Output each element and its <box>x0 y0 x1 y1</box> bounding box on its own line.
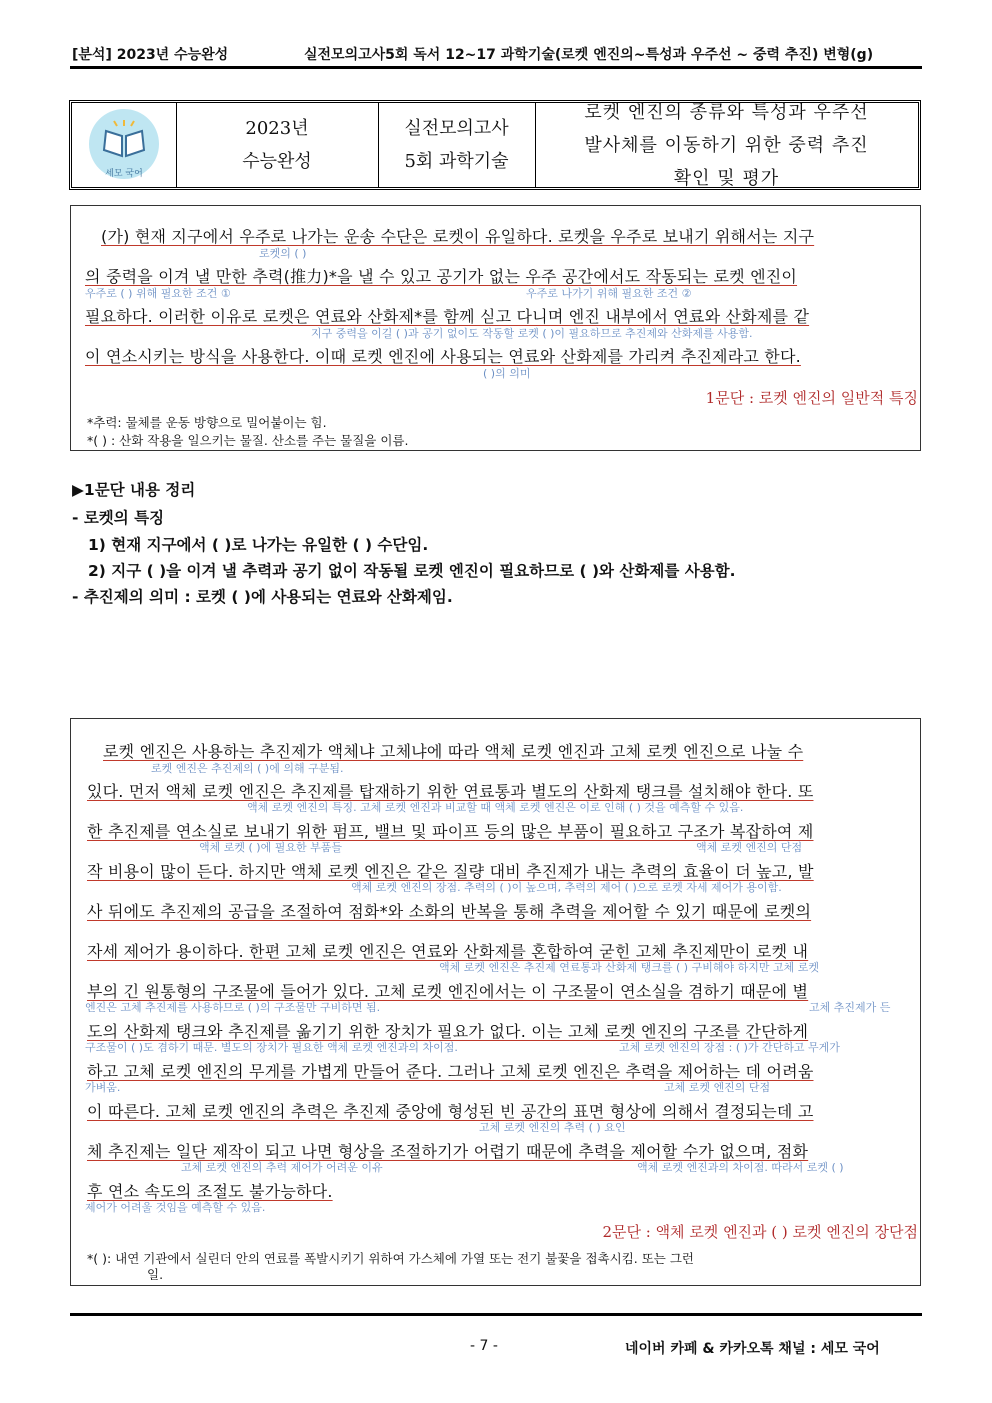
header-rule <box>70 66 922 69</box>
p2-note: 액체 로켓 ( )에 필요한 부품들 <box>199 841 342 854</box>
title-year-line-1: 2023년 <box>245 118 309 139</box>
title-topic <box>535 103 918 187</box>
summary-item: 2) 지구 ( )을 이겨 낼 추력과 공기 없이 작동될 로켓 엔진이 필요하므로 ( )와 산화제를 사용함. <box>88 562 736 580</box>
p1-line: 의 중력을 이겨 낼 만한 추력(推力)*을 낼 수 있고 공기가 없는 우주 공간에서도 작동되는 로켓 엔진이 <box>85 267 798 286</box>
p1-note: 지구 중력을 이길 ( )과 공기 없이도 작동할 로켓 ( )이 필요하므로 추진제와 산화제를 사용함. <box>311 327 753 340</box>
p2-note: 고체 추진제가 든 <box>809 1001 891 1014</box>
passage-1-box <box>70 205 921 451</box>
p2-note: 제어가 어려울 것임을 예측할 수 있음. <box>85 1201 266 1214</box>
p2-line: 하고 고체 로켓 엔진의 무게를 가볍게 만들어 준다. 그러나 고체 로켓 엔진은 추력을 제어하는 데 어려움 <box>87 1062 814 1081</box>
p2-line: 부의 긴 원통형의 구조물에 들어가 있다. 고체 로켓 엔진에서는 이 구조물이 연소실을 겸하기 때문에 별 <box>87 982 809 1001</box>
p2-note: 고체 로켓 엔진의 장점 : ( )가 간단하고 무게가 <box>619 1041 840 1054</box>
header-right: 실전모의고사5회 독서 12~17 과학기술(로켓 엔진의~특성과 우주선 ~ 중력 추진) 변형(g) <box>304 47 874 63</box>
p2-note: 가벼움. <box>85 1081 121 1094</box>
footnote: *( ) : 산화 작용을 일으키는 물질. 산소를 주는 물질을 이름. <box>87 433 409 448</box>
paragraph-1-tag: 1문단 : 로켓 엔진의 일반적 특징 <box>705 389 918 407</box>
footer-channel: 네이버 카페 & 카카오톡 채널 : 세모 국어 <box>625 1341 880 1357</box>
title-box <box>69 100 921 190</box>
p2-note: 액체 로켓 엔진의 단점 <box>696 841 803 854</box>
header-left: [분석] 2023년 수능완성 <box>72 47 229 63</box>
p2-note: 고체 로켓 엔진의 추력 제어가 어려운 이유 <box>181 1161 383 1174</box>
p2-note: 로켓 엔진은 추진제의 ( )에 의해 구분됨. <box>151 762 344 775</box>
p2-note: 엔진은 고체 추진제를 사용하므로 ( )의 구조물만 구비하면 됨. <box>85 1001 381 1014</box>
p1-line: 필요하다. 이러한 이유로 로켓은 연료와 산화제*를 함께 싣고 다니며 엔진 내부에서 연료와 산화제를 같 <box>85 307 810 326</box>
title-year-line-2: 수능완성 <box>242 151 312 172</box>
p2-note: 액체 로켓 엔진은 추진제 연료통과 산화제 탱크를 ( ) 구비해야 하지만 고체 로켓 <box>439 961 819 974</box>
p2-line: 작 비용이 많이 든다. 하지만 액체 로켓 엔진은 같은 질량 대비 추진제가 내는 추력의 효율이 더 높고, 발 <box>87 862 814 881</box>
p2-line: 도의 산화제 탱크와 추진제를 옮기기 위한 장치가 필요가 없다. 이는 고체 로켓 엔진의 구조를 간단하게 <box>87 1022 809 1041</box>
title-topic-line-3: 확인 및 평가 <box>673 167 780 189</box>
p2-line: 이 따른다. 고체 로켓 엔진의 추력은 추진제 중앙에 형성된 빈 공간의 표면 형상에 의해서 결정되는데 고 <box>87 1102 814 1121</box>
p1-line: 이 연소시키는 방식을 사용한다. 이때 로켓 엔진에 사용되는 연료와 산화제를 가리켜 추진제라고 한다. <box>85 347 801 366</box>
p2-note: 고체 로켓 엔진의 추력 ( ) 요인 <box>479 1121 626 1134</box>
footer-rule <box>70 1313 922 1316</box>
summary-item: - 추진제의 의미 : 로켓 ( )에 사용되는 연료와 산화제임. <box>72 588 453 606</box>
summary-heading: ▶1문단 내용 정리 <box>72 481 196 499</box>
footnote: *추력: 물체를 운동 방향으로 밀어붙이는 힘. <box>87 415 327 430</box>
p2-note: 액체 로켓 엔진의 특징. 고체 로켓 엔진과 비교할 때 액체 로켓 엔진은 이로 인해 ( ) 것을 예측할 수 있음. <box>247 801 744 814</box>
title-exam-line-2: 5회 과학기술 <box>404 151 509 172</box>
footnote: 일. <box>147 1267 164 1282</box>
p2-note: 액체 로켓 엔진의 장점. 추력의 ( )이 높으며, 추력의 제어 ( )으로 로켓 자세 제어가 용이함. <box>351 881 782 894</box>
p2-note: 액체 로켓 엔진과의 차이점. 따라서 로켓 ( ) <box>637 1161 844 1174</box>
p2-line: 로켓 엔진은 사용하는 추진제가 액체냐 고체냐에 따라 액체 로켓 엔진과 고체 로켓 엔진으로 나눌 수 <box>103 742 804 761</box>
title-exam <box>378 103 536 187</box>
p2-line: 사 뒤에도 추진제의 공급을 조절하여 점화*와 소화의 반복을 통해 추력을 제어할 수 있기 때문에 로켓의 <box>87 902 812 921</box>
footnote: *( ): 내연 기관에서 실린더 안의 연료를 폭발시키기 위하여 가스체에 가열 또는 전기 불꽃을 접촉시킴. 또는 그런 <box>87 1251 694 1266</box>
p2-note: 구조물이 ( )도 겸하기 때문. 별도의 장치가 필요한 액체 로켓 엔진과의 차이점. <box>85 1041 458 1054</box>
p1-line: (가) 현재 지구에서 우주로 나가는 운송 수단은 로켓이 유일하다. 로켓을 우주로 보내기 위해서는 지구 <box>101 227 815 246</box>
p2-line: 한 추진제를 연소실로 보내기 위한 펌프, 밸브 및 파이프 등의 많은 부품이 필요하고 구조가 복잡하여 제 <box>87 822 814 841</box>
summary-item: - 로켓의 특징 <box>72 509 165 527</box>
p1-note: 우주로 ( ) 위해 필요한 조건 ① <box>85 287 231 300</box>
title-exam-line-1: 실전모의고사 <box>404 118 509 139</box>
p2-line: 체 추진제는 일단 제작이 되고 나면 형상을 조절하기가 어렵기 때문에 추력을 제어할 수가 없으며, 점화 <box>87 1142 809 1161</box>
logo <box>72 103 177 187</box>
page-number: - 7 - <box>470 1338 498 1354</box>
p1-note: 우주로 나가기 위해 필요한 조건 ② <box>526 287 692 300</box>
logo-text: 세모 국어 <box>105 169 143 179</box>
p1-note: 로켓의 ( ) <box>259 247 307 260</box>
title-topic-line-1: 로켓 엔진의 종류와 특성과 우주선 <box>584 101 869 123</box>
title-topic-line-2: 발사체를 이동하기 위한 중력 추진 <box>584 134 869 156</box>
p2-line: 자세 제어가 용이하다. 한편 고체 로켓 엔진은 연료와 산화제를 혼합하여 굳힌 고체 추진제만이 로켓 내 <box>87 942 809 961</box>
p2-line: 있다. 먼저 액체 로켓 엔진은 추진제를 탑재하기 위한 연료통과 별도의 산화제 탱크를 설치해야 한다. 또 <box>87 782 814 801</box>
paragraph-2-tag: 2문단 : 액체 로켓 엔진과 ( ) 로켓 엔진의 장단점 <box>602 1223 918 1241</box>
p1-note: ( )의 의미 <box>483 367 531 380</box>
p2-note: 고체 로켓 엔진의 단점 <box>664 1081 771 1094</box>
p2-line: 후 연소 속도의 조절도 불가능하다. <box>87 1182 333 1201</box>
title-year <box>176 103 379 187</box>
summary-item: 1) 현재 지구에서 ( )로 나가는 유일한 ( ) 수단임. <box>88 536 429 554</box>
passage-2-box <box>70 718 921 1286</box>
